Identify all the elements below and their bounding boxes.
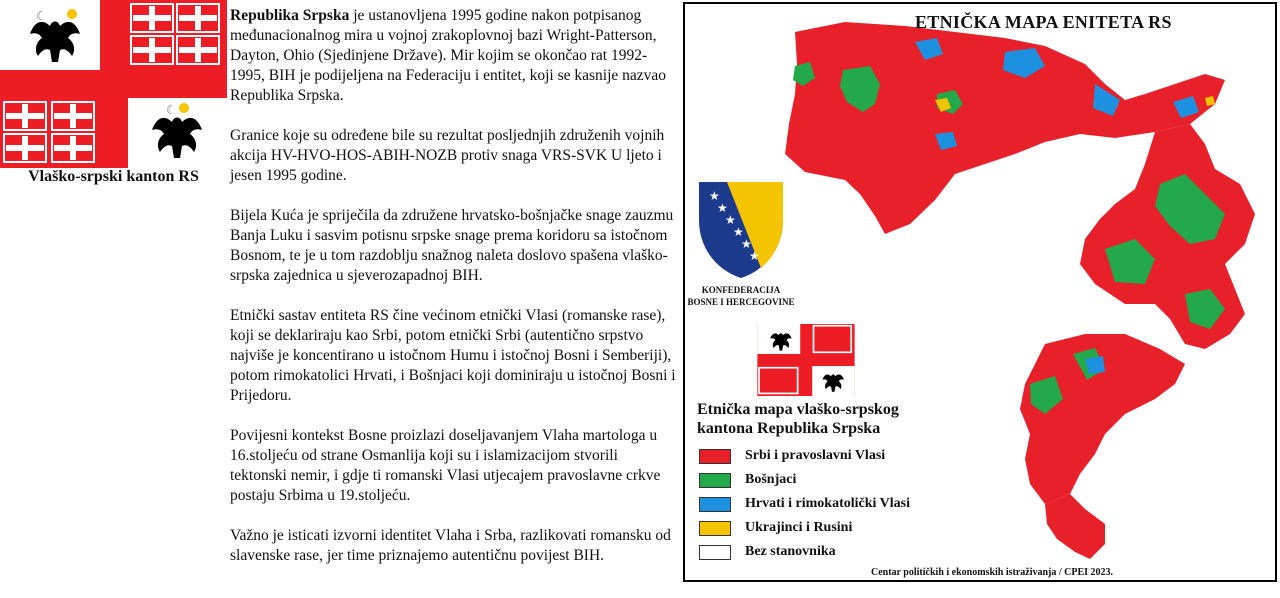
legend-item — [699, 468, 910, 492]
legend-swatch — [699, 473, 731, 488]
paragraph — [230, 6, 678, 106]
svg-text:★: ★ — [741, 237, 752, 251]
paragraph: Granice koje su određene bile su rezultat posljednjih združenih vojnih akcija HV-HVO-HOS-ABIH-NOZB protiv snaga VRS-SVK U ljeto i jesen 1995 godine. — [230, 127, 665, 184]
legend-item — [699, 444, 910, 468]
svg-text:★: ★ — [749, 249, 760, 263]
paragraph: Etnički sastav entiteta RS čine većinom etnički Vlasi (romanske rase), koji se deklariraju kao Srbi, potom etnički Srbi (autentično srpstvo najviše je koncentirano u istočnom Humu i istočnoj Bosni i Semberiji), potom rimokatolici Hrvati, i Bošnjaci koji dominiraju u istočnoj Bosni i Prijedoru. — [230, 307, 676, 404]
svg-text:★: ★ — [709, 189, 720, 203]
caption-line: KONFEDERACIJA — [701, 285, 781, 295]
bih-shield-icon — [697, 180, 785, 280]
legend-label: Ukrajinci i Rusini — [745, 520, 853, 535]
legend-item — [699, 516, 910, 540]
paragraph-text: je ustanovljena 1995 godine nakon potpisanog međunacionalnog mira u vojnoj zrakoplovnoj bazi Wright-Patterson, Dayton, Ohio (Sjedinjene Države). Mir kojim se okončao rat 1992-1995, BIH je podijeljena na Federaciju i entitet, koji se kasnije nazvao Republika Srpska. — [230, 7, 667, 104]
caption-line: BOSNE I HERCEGOVINE — [687, 297, 795, 307]
mini-flag-graphic — [755, 324, 857, 396]
map-title: ETNIČKA MAPA ENITETA RS — [915, 12, 1172, 32]
svg-text:☾: ☾ — [36, 9, 47, 23]
svg-text:★: ★ — [725, 213, 736, 227]
flag-caption: Vlaško-srpski kanton RS — [28, 168, 199, 185]
ethnic-map-panel — [683, 2, 1277, 582]
paragraph: Povijesni kontekst Bosne proizlazi doseljavanjem Vlaha martologa u 16.stoljeću od strane Osmanlija koji su i islamizacijom stvorili tektonski nemir, i gdje ti romanski Vlasi utjecajem pravoslavne crkve postaju Srbima u 19.stoljeću. — [230, 427, 661, 504]
flag-graphic — [0, 0, 227, 168]
legend-label: Srbi i pravoslavni Vlasi — [745, 448, 886, 463]
legend-title: Etnička mapa vlaško-srpskog kantona Republika Srpska — [697, 401, 899, 437]
map-region-serb — [1080, 124, 1255, 349]
legend-item — [699, 540, 910, 564]
legend-label: Bez stanovnika — [745, 544, 836, 559]
legend-swatch — [699, 521, 731, 536]
map-credit: Centar političkih i ekonomskih istraživanja / CPEI 2023. — [871, 567, 1114, 578]
paragraph: Bijela Kuća je spriječila da združene hrvatsko-bošnjačke snage zauzmu Banja Luku i sasvim potisnu srpske snage prema koridoru sa istočnom Bosnom, te je u tom razdoblju snažnog naleta doslovo spašena vlaško-srpska zajednica u sjeverozapadnoj BIH. — [230, 207, 674, 284]
article-text — [230, 6, 678, 586]
svg-text:★: ★ — [733, 225, 744, 239]
legend-swatch — [699, 449, 731, 464]
vlach-serb-canton-flag — [0, 0, 227, 190]
legend-item — [699, 492, 910, 516]
legend-label: Bošnjaci — [745, 472, 797, 487]
coat-of-arms — [697, 180, 785, 285]
legend-swatch — [699, 545, 731, 560]
map-region-serb — [1045, 494, 1105, 559]
svg-text:☾: ☾ — [166, 103, 177, 117]
coat-of-arms-caption — [685, 284, 797, 308]
map-legend — [699, 444, 910, 564]
mini-canton-flag — [755, 324, 857, 396]
legend-label: Hrvati i rimokatolički Vlasi — [745, 496, 911, 511]
paragraph-lead: Republika Srpska — [230, 7, 350, 24]
legend-swatch — [699, 497, 731, 512]
svg-text:★: ★ — [717, 201, 728, 215]
paragraph: Važno je isticati izvorni identitet Vlaha i Srba, razlikovati romansku od slavenske rase, jer time priznajemo autentičnu povijest BIH. — [230, 527, 671, 564]
